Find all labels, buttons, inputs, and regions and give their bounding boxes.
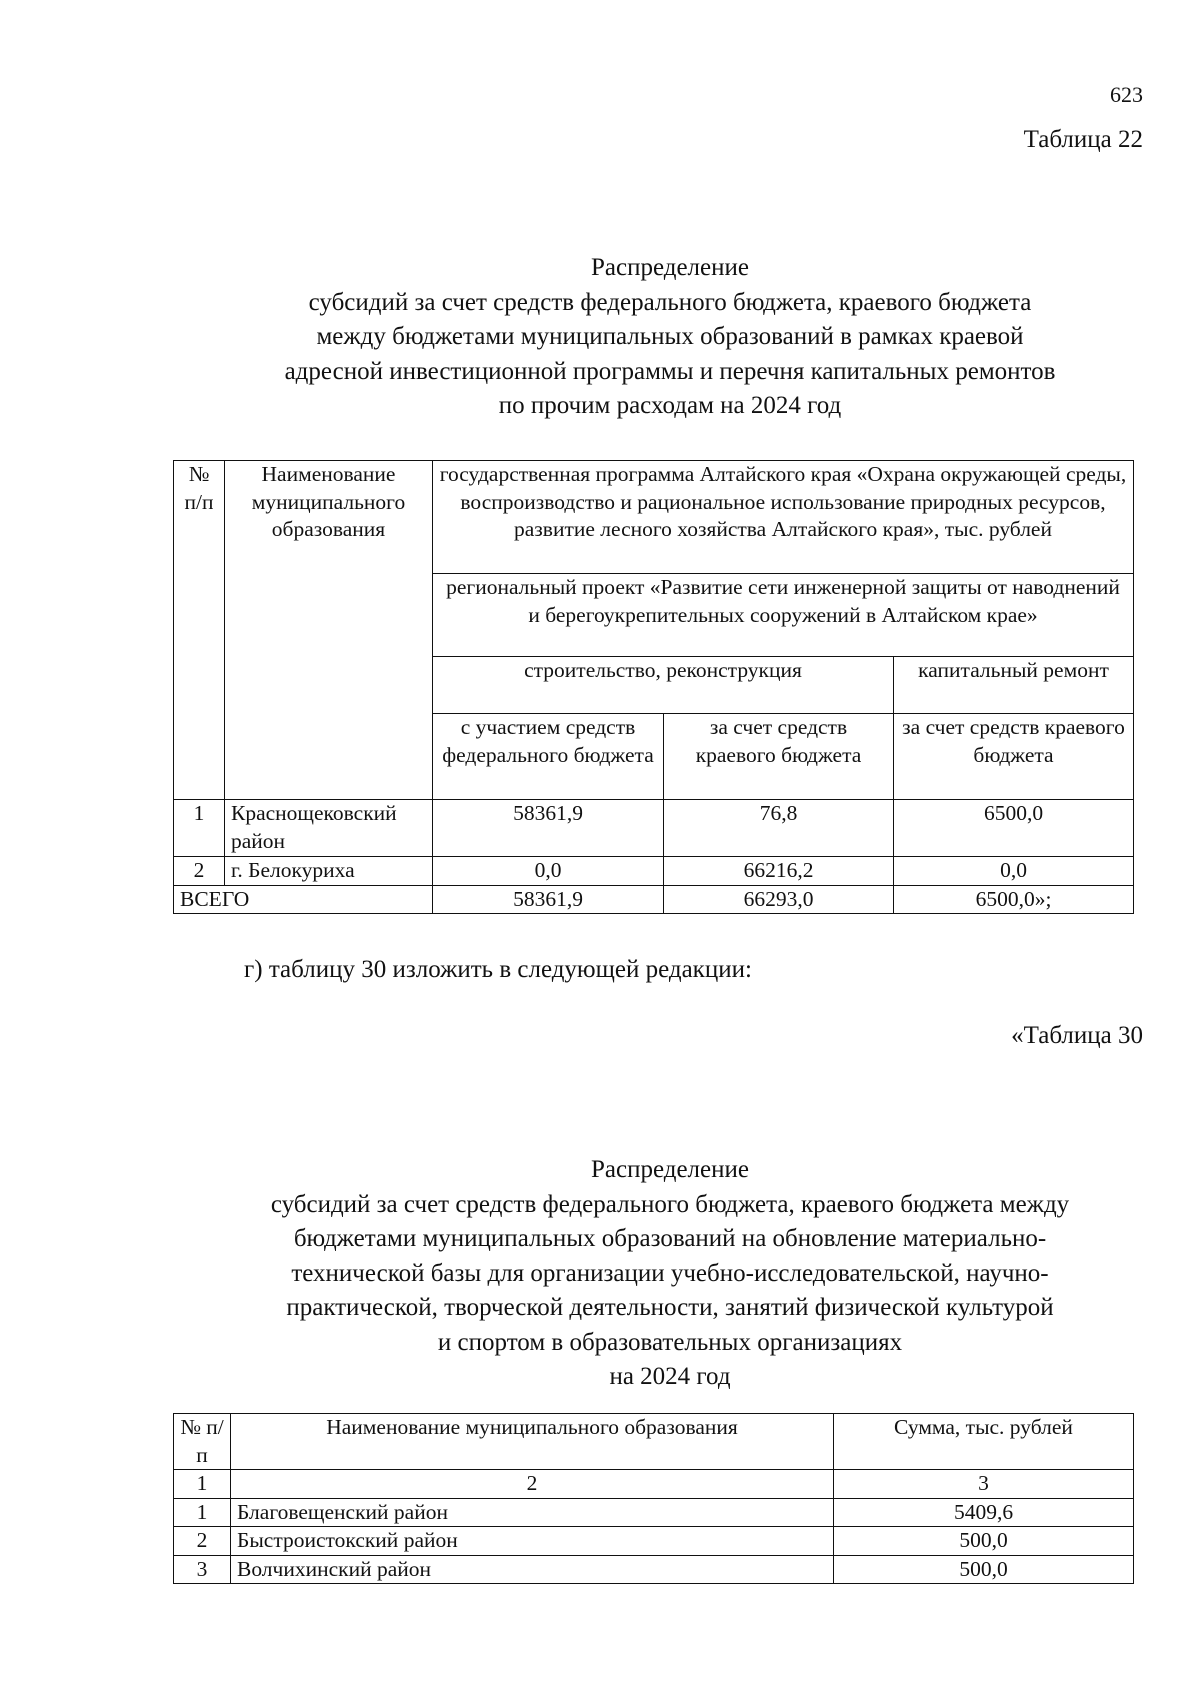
row-num: 3 [174,1555,231,1584]
col-number-3: 3 [834,1470,1134,1499]
row-num: 2 [174,1527,231,1556]
title-line: адресной инвестиционной программы и перечня капитальных ремонтов [284,357,1056,385]
row-name: г. Белокуриха [225,857,433,886]
header-num: № п/п [174,1414,231,1470]
row-sum: 500,0 [834,1555,1134,1584]
header-sum: Сумма, тыс. рублей [834,1414,1134,1470]
table-30-title [170,1153,1170,1395]
title-line: и спортом в образовательных организациях [437,1328,903,1356]
header-program: государственная программа Алтайского края «Охрана окружающей среды, воспроизводство и рациональное использование природных ресурсов, развитие лесного хозяйства Алтайского края», тыс. рублей [433,461,1134,574]
total-label: ВСЕГО [174,885,433,914]
total-reg: 66293,0 [664,885,894,914]
row-name: Волчихинский район [231,1555,834,1584]
title-line: Распределение [591,254,749,281]
header-col-reg: за счет средств краевого бюджета [664,714,894,800]
table-row [174,857,1134,886]
row-num: 2 [174,857,225,886]
row-fed: 0,0 [433,857,664,886]
row-cap: 6500,0 [894,800,1134,857]
row-name: Быстроистокский район [231,1527,834,1556]
header-capital: капитальный ремонт [894,657,1134,714]
title-line: технической базы для организации учебно-исследовательской, научно- [291,1259,1049,1287]
row-reg: 66216,2 [664,857,894,886]
header-col-cap: за счет средств краевого бюджета [894,714,1134,800]
col-number-1: 1 [174,1470,231,1499]
header-name: Наименование муниципального образования [231,1414,834,1470]
table-total-row [174,885,1134,914]
row-name: Благовещенский район [231,1498,834,1527]
table-22 [173,460,1134,914]
row-reg: 76,8 [664,800,894,857]
header-name: Наименование муниципального образования [225,461,433,800]
table-row [174,1555,1134,1584]
table-22-label: Таблица 22 [1023,126,1143,153]
row-sum: 500,0 [834,1527,1134,1556]
row-num: 1 [174,1498,231,1527]
title-line: между бюджетами муниципальных образований в рамках краевой [316,323,1024,350]
header-col-fed: с участием средств федерального бюджета [433,714,664,800]
row-num: 1 [174,800,225,857]
title-line: на 2024 год [609,1363,731,1390]
page-number: 623 [1110,82,1143,107]
header-project: региональный проект «Развитие сети инженерной защиты от наводнений и берегоукрепительных сооружений в Алтайском крае» [433,574,1134,657]
title-line: субсидий за счет средств федерального бюджета, краевого бюджета между [270,1190,1070,1218]
row-fed: 58361,9 [433,800,664,857]
title-line: Распределение [591,1156,749,1183]
total-cap: 6500,0»; [894,885,1134,914]
header-num: № п/п [174,461,225,800]
row-sum: 5409,6 [834,1498,1134,1527]
table-row [174,1527,1134,1556]
title-line: по прочим расходам на 2024 год [498,392,842,419]
row-cap: 0,0 [894,857,1134,886]
table-22-title [180,251,1160,424]
table-30 [173,1413,1134,1584]
title-line: практической, творческой деятельности, занятий физической культурой [286,1294,1054,1321]
instruction-text: г) таблицу 30 изложить в следующей редакции: [244,956,752,983]
table-row [174,1498,1134,1527]
title-line: субсидий за счет средств федерального бюджета, краевого бюджета [308,288,1032,316]
col-number-2: 2 [231,1470,834,1499]
table-row [174,800,1134,857]
total-fed: 58361,9 [433,885,664,914]
table-30-label: «Таблица 30 [1011,1022,1143,1049]
title-line: бюджетами муниципальных образований на обновление материально- [293,1225,1047,1252]
header-construction: строительство, реконструкция [433,657,894,714]
row-name: Краснощековский район [225,800,433,857]
